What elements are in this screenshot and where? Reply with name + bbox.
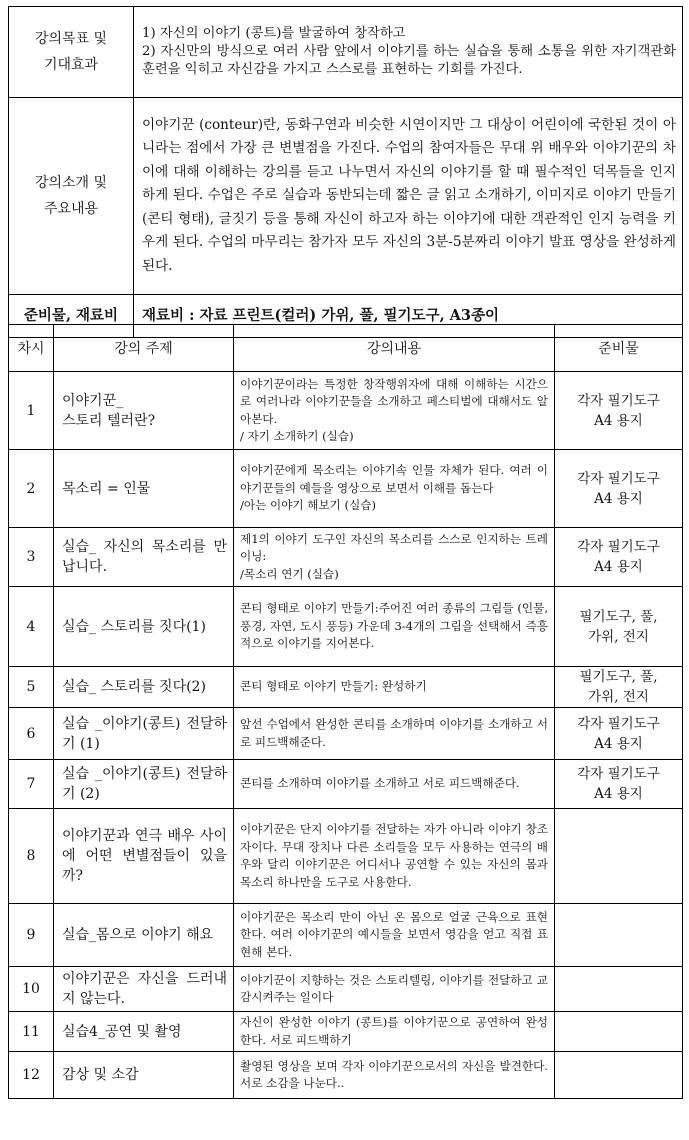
header-topic: 강의 주제 bbox=[54, 325, 234, 372]
row-content: 콘티 형태로 이야기 만들기: 완성하기 bbox=[234, 667, 555, 708]
row-topic: 실습_ 스토리를 짓다(1) bbox=[54, 587, 234, 667]
course-info-table bbox=[8, 6, 683, 338]
row-number: 7 bbox=[9, 760, 54, 809]
row-topic: 실습_ 스토리를 짓다(2) bbox=[54, 667, 234, 708]
table-row bbox=[9, 372, 683, 450]
row-content: 앞선 수업에서 완성한 콘티를 소개하며 이야기를 소개하고 서로 피드백해준다. bbox=[234, 708, 555, 760]
row-number: 3 bbox=[9, 528, 54, 587]
row-number: 9 bbox=[9, 904, 54, 967]
row-number: 5 bbox=[9, 667, 54, 708]
header-prep: 준비물 bbox=[555, 325, 683, 372]
table-row bbox=[9, 967, 683, 1012]
row-content: 제1의 이야기 도구인 자신의 목소리를 스스로 인지하는 트레이닝: /목소리 연기 (실습) bbox=[234, 528, 555, 587]
row-prep: 각자 필기도구 A4 용지 bbox=[555, 760, 683, 809]
row-number: 2 bbox=[9, 450, 54, 528]
materials-label: 준비물, 재료비 bbox=[9, 295, 134, 338]
row-content: 이야기꾼은 목소리 만이 아닌 온 몸으로 얼굴 근육으로 표현한다. 여러 이야기꾼의 예시들을 보면서 영감을 얻고 직접 표현해 본다. bbox=[234, 904, 555, 967]
row-content: 콘티를 소개하며 이야기를 소개하고 서로 피드백해준다. bbox=[234, 760, 555, 809]
row-number: 12 bbox=[9, 1052, 54, 1099]
schedule-header-row bbox=[9, 325, 683, 372]
table-row bbox=[9, 667, 683, 708]
row-prep bbox=[555, 1052, 683, 1099]
table-row bbox=[9, 904, 683, 967]
goal-label: 강의목표 및 기대효과 bbox=[9, 7, 134, 98]
intro-text: 이야기꾼 (conteur)란, 동화구연과 비슷한 시연이지만 그 대상이 어린이에 국한된 것이 아니라는 점에서 가장 큰 변별점을 가진다. 수업의 참여자들은 무대 위 배우와 이야기꾼의 차이에 대해 이해하는 강의를 듣고 나누면서 자신의 이야기를 할 때 필수적인 덕목들을 인지하게 된다. 수업은 주로 실습과 동반되는데 짧은 글 읽고 소개하기, 이미지로 이야기 만들기 (콘티 형태), 글짓기 등을 통해 자신이 하고자 하는 이야기에 대한 객관적인 인지 능력을 키우게 된다. 수업의 마무리는 참가자 모두 자신의 3분-5분짜리 이야기 발표 영상을 완성하게 된다. bbox=[134, 98, 683, 295]
row-prep bbox=[555, 809, 683, 904]
row-content: 콘티 형태로 이야기 만들기:주어진 여러 종류의 그림들 (인물, 풍경, 자연, 도시 풍등) 가운데 3-4개의 그림을 선택해서 즉흥적으로 이야기를 지어본다. bbox=[234, 587, 555, 667]
table-row bbox=[9, 1012, 683, 1052]
row-content: 이야기꾼이 지향하는 것은 스토리텔링, 이야기를 전달하고 교감시켜주는 일이다 bbox=[234, 967, 555, 1012]
materials-text: 재료비 : 자료 프린트(컬러) 가위, 풀, 필기도구, A3종이 bbox=[134, 295, 683, 338]
table-row bbox=[9, 708, 683, 760]
row-number: 4 bbox=[9, 587, 54, 667]
row-number: 6 bbox=[9, 708, 54, 760]
row-topic: 이야기꾼과 연극 배우 사이에 어떤 변별점들이 있을까? bbox=[54, 809, 234, 904]
table-row bbox=[9, 1052, 683, 1099]
row-prep: 필기도구, 풀, 가위, 전지 bbox=[555, 587, 683, 667]
row-content: 촬영된 영상을 보며 각자 이야기꾼으로서의 자신을 발견한다. 서로 소감을 나눈다.. bbox=[234, 1052, 555, 1099]
row-prep: 각자 필기도구 A4 용지 bbox=[555, 528, 683, 587]
row-topic: 실습4_공연 및 촬영 bbox=[54, 1012, 234, 1052]
header-content: 강의내용 bbox=[234, 325, 555, 372]
row-topic: 실습 _이야기(콩트) 전달하기 (2) bbox=[54, 760, 234, 809]
row-content: 이야기꾼에게 목소리는 이야기속 인물 자체가 된다. 여러 이야기꾼들의 예들을 영상으로 보면서 이해를 돕는다 /아는 이야기 해보기 (실습) bbox=[234, 450, 555, 528]
row-number: 10 bbox=[9, 967, 54, 1012]
row-content: 이야기꾼은 단지 이야기를 전달하는 자가 아니라 이야기 창조자이다. 무대 장치나 다른 소리들을 모두 사용하는 연극의 배우와 달리 이야기꾼은 어디서나 공연할 수 있는 자신의 몸과 목소리 하나만을 도구로 사용한다. bbox=[234, 809, 555, 904]
row-topic: 목소리 = 인물 bbox=[54, 450, 234, 528]
row-topic: 실습_몸으로 이야기 해요 bbox=[54, 904, 234, 967]
schedule-table bbox=[8, 324, 683, 1099]
row-topic: 감상 및 소감 bbox=[54, 1052, 234, 1099]
row-prep bbox=[555, 904, 683, 967]
row-prep: 각자 필기도구 A4 용지 bbox=[555, 708, 683, 760]
intro-label: 강의소개 및 주요내용 bbox=[9, 98, 134, 295]
row-content: 자신이 완성한 이야기 (콩트)를 이야기꾼으로 공연하여 완성한다. 서로 피드백하기 bbox=[234, 1012, 555, 1052]
table-row bbox=[9, 528, 683, 587]
row-content: 이야기꾼이라는 특정한 창작행위자에 대해 이해하는 시간으로 여러나라 이야기꾼들을 소개하고 페스티벌에 대해서도 알아본다. / 자기 소개하기 (실습) bbox=[234, 372, 555, 450]
row-prep: 필기도구, 풀, 가위, 전지 bbox=[555, 667, 683, 708]
row-topic: 이야기꾼_ 스토리 텔러란? bbox=[54, 372, 234, 450]
row-number: 11 bbox=[9, 1012, 54, 1052]
table-row bbox=[9, 587, 683, 667]
table-row bbox=[9, 809, 683, 904]
row-number: 1 bbox=[9, 372, 54, 450]
goal-text: 1) 자신의 이야기 (콩트)를 발굴하여 창작하고 2) 자신만의 방식으로 여러 사람 앞에서 이야기를 하는 실습을 통해 소통을 위한 자기객관화 훈련을 익히고 자신감을 가지고 스스로를 표현하는 기회를 가진다. bbox=[134, 7, 683, 98]
row-topic: 실습 _이야기(콩트) 전달하기 (1) bbox=[54, 708, 234, 760]
row-prep: 각자 필기도구 A4 용지 bbox=[555, 372, 683, 450]
row-topic: 실습_ 자신의 목소리를 만납니다. bbox=[54, 528, 234, 587]
intro-row bbox=[9, 98, 683, 295]
row-prep bbox=[555, 1012, 683, 1052]
header-no: 차시 bbox=[9, 325, 54, 372]
table-row bbox=[9, 760, 683, 809]
row-prep bbox=[555, 967, 683, 1012]
table-row bbox=[9, 450, 683, 528]
row-topic: 이야기꾼은 자신을 드러내지 않는다. bbox=[54, 967, 234, 1012]
row-number: 8 bbox=[9, 809, 54, 904]
goal-row bbox=[9, 7, 683, 98]
row-prep: 각자 필기도구 A4 용지 bbox=[555, 450, 683, 528]
